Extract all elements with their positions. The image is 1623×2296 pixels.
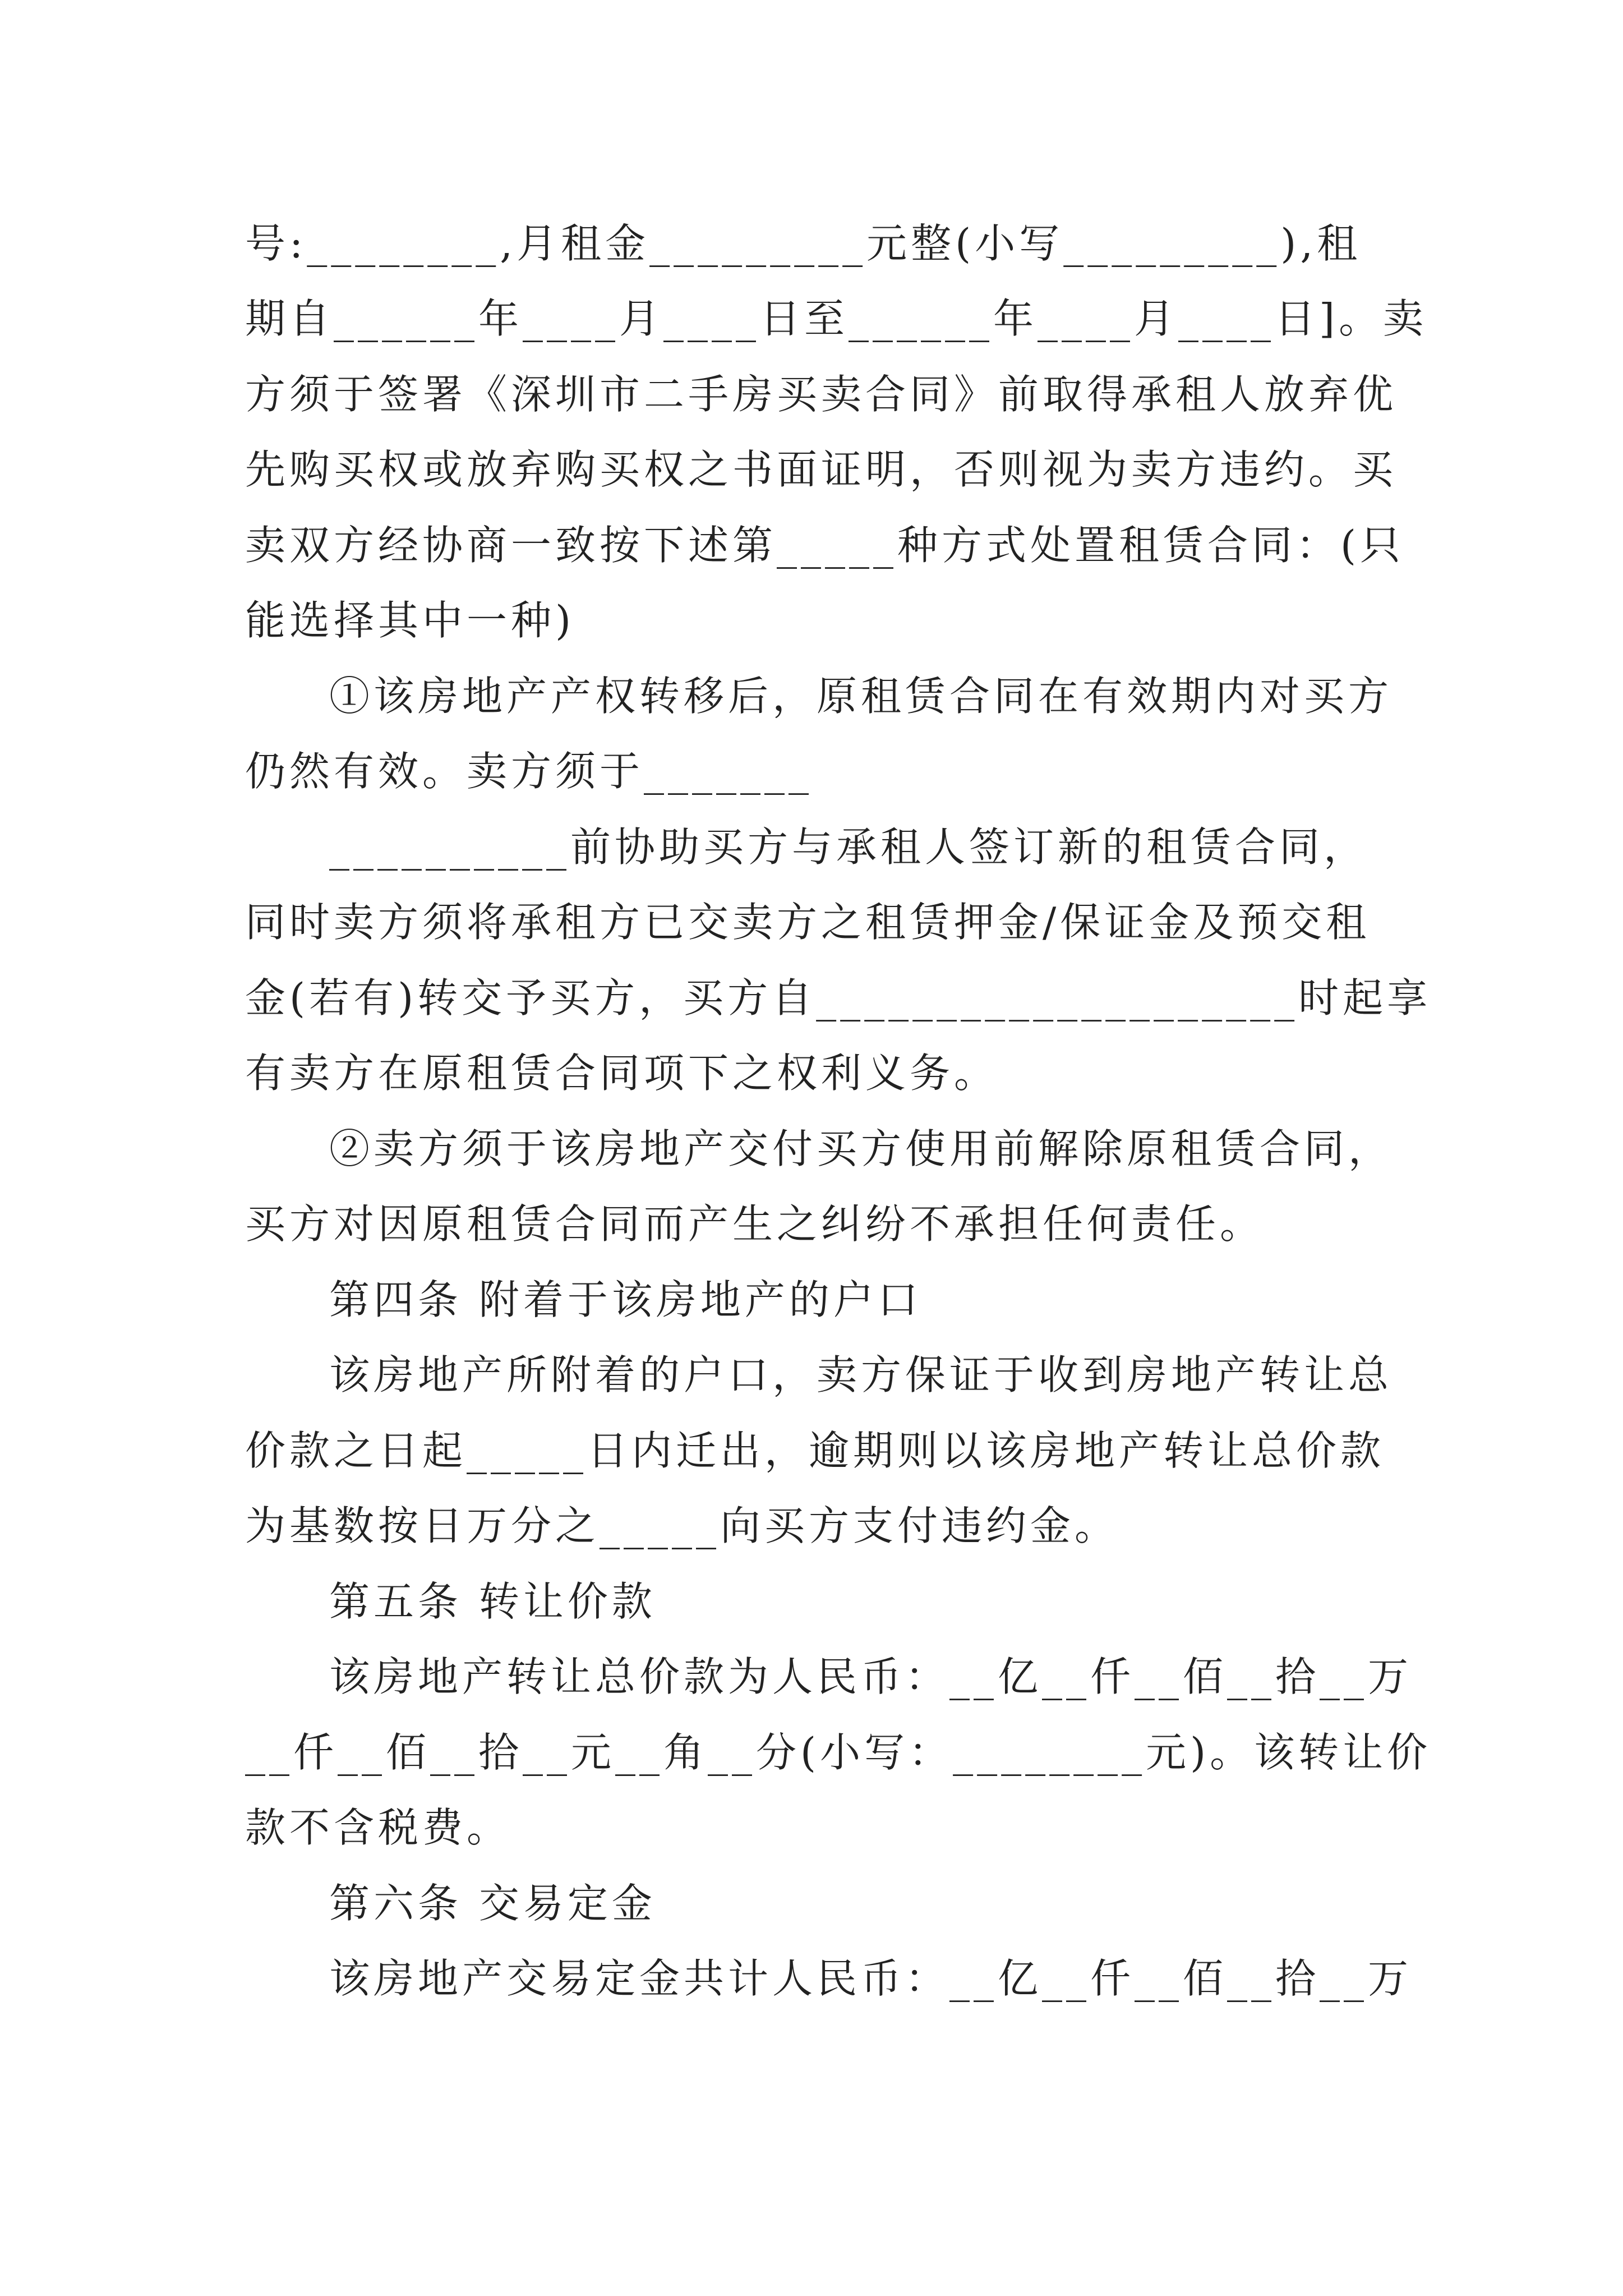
text-line-16: 该房地产所附着的户口，卖方保证于收到房地产转让总 — [329, 1351, 1393, 1398]
text-line-3: 方须于签署《深圳市二手房买卖合同》前取得承租人放弃优 — [245, 371, 1398, 418]
text-line-4: 先购买权或放弃购买权之书面证明，否则视为卖方违约。买 — [245, 446, 1398, 493]
text-line-21: __仟__佰__拾__元__角__分(小写：________元)。该转让价 — [245, 1729, 1432, 1776]
text-line-17: 价款之日起_____日内迁出，逾期则以该房地产转让总价款 — [245, 1427, 1385, 1474]
text-line-7: ①该房地产产权转移后，原租赁合同在有效期内对买方 — [329, 673, 1393, 720]
text-line-13: ②卖方须于该房地产交付买方使用前解除原租赁合同， — [329, 1125, 1393, 1172]
text-line-11: 金(若有)转交予买方，买方自____________________时起享 — [245, 974, 1432, 1022]
text-line-24: 该房地产交易定金共计人民币：__亿__仟__佰__拾__万 — [329, 1955, 1413, 2002]
section-heading-article-4: 第四条 附着于该房地产的户口 — [329, 1276, 922, 1323]
section-heading-article-5: 第五条 转让价款 — [329, 1578, 656, 1625]
text-line-20: 该房地产转让总价款为人民币：__亿__仟__佰__拾__万 — [329, 1653, 1413, 1700]
text-line-9: __________前协助买方与承租人签订新的租赁合同， — [329, 823, 1368, 871]
text-line-8: 仍然有效。卖方须于_______ — [245, 748, 813, 795]
text-line-5: 卖双方经协商一致按下述第_____种方式处置租赁合同：(只 — [245, 522, 1405, 569]
text-line-14: 买方对因原租赁合同而产生之纠纷不承担任何责任。 — [245, 1200, 1265, 1248]
text-line-12: 有卖方在原租赁合同项下之权利义务。 — [245, 1050, 999, 1097]
section-heading-article-6: 第六条 交易定金 — [329, 1880, 656, 1927]
text-line-22: 款不含税费。 — [245, 1804, 511, 1851]
text-line-2: 期自______年____月____日至______年____月____日]。卖 — [245, 295, 1428, 342]
text-line-6: 能选择其中一种) — [245, 597, 575, 644]
text-line-18: 为基数按日万分之_____向买方支付违约金。 — [245, 1502, 1119, 1549]
text-line-10: 同时卖方须将承租方已交卖方之租赁押金/保证金及预交租 — [245, 899, 1371, 946]
text-line-1: 号:________,月租金_________元整(小写_________),租 — [245, 220, 1362, 267]
